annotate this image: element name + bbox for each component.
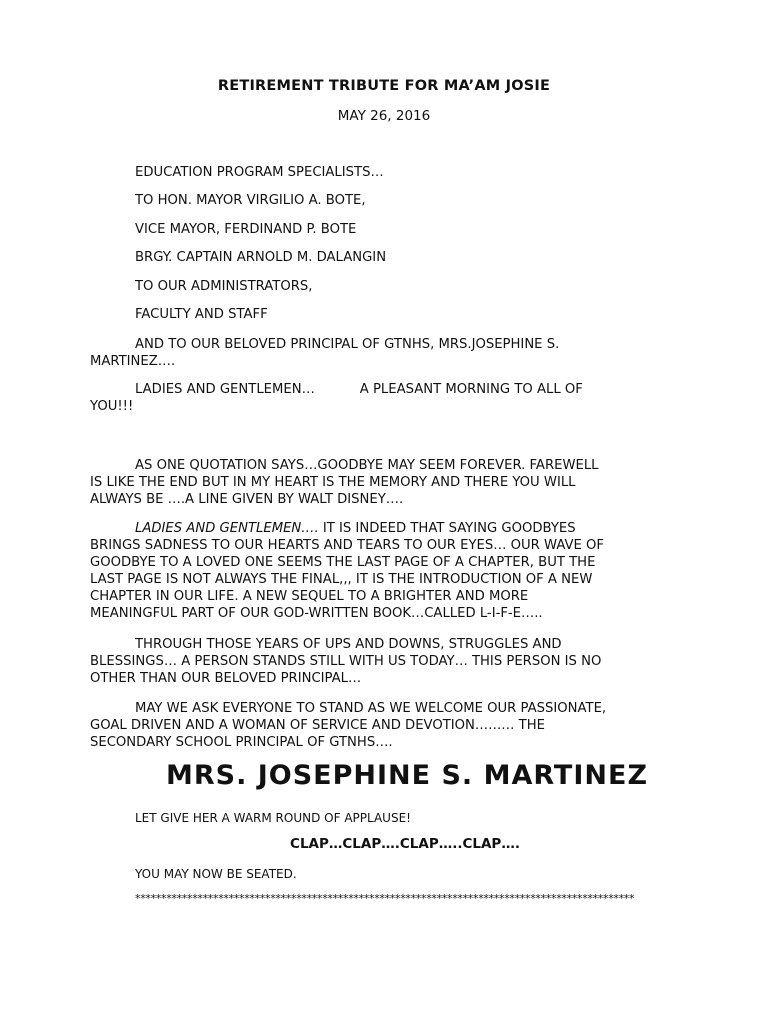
quotation-paragraph	[90, 457, 690, 508]
asterisk-separator: ************************************************************************************************	[135, 892, 635, 905]
paragraph-line: YOU!!!	[90, 399, 134, 414]
greeting-line: TO HON. MAYOR VIRGILIO A. BOTE,	[135, 193, 366, 208]
salutation-paragraph	[90, 381, 690, 415]
paragraph-line: ALWAYS BE ….A LINE GIVEN BY WALT DISNEY….	[90, 492, 404, 507]
honoree-name-heading: MRS. JOSEPHINE S. MARTINEZ	[165, 760, 649, 791]
greeting-text: A PLEASANT MORNING TO ALL OF	[359, 382, 583, 397]
applause-text: CLAP…CLAP….CLAP…..CLAP….	[290, 836, 520, 852]
seated-instruction: YOU MAY NOW BE SEATED.	[135, 867, 297, 881]
greeting-line: FACULTY AND STAFF	[135, 307, 268, 322]
principal-intro-paragraph	[90, 336, 690, 370]
paragraph-line: OTHER THAN OUR BELOVED PRINCIPAL…	[90, 671, 362, 686]
paragraph-line: IS LIKE THE END BUT IN MY HEART IS THE MEMORY AND THERE YOU WILL	[90, 475, 576, 490]
document-date: MAY 26, 2016	[337, 108, 431, 124]
paragraph-line: GOAL DRIVEN AND A WOMAN OF SERVICE AND DEVOTION……… THE	[90, 718, 545, 733]
paragraph-line: THROUGH THOSE YEARS OF UPS AND DOWNS, STRUGGLES AND	[135, 637, 562, 652]
stand-paragraph	[90, 700, 690, 751]
paragraph-line	[90, 520, 690, 537]
paragraph-line: AND TO OUR BELOVED PRINCIPAL OF GTNHS, MRS.JOSEPHINE S.	[135, 337, 560, 352]
paragraph-line: BLESSINGS… A PERSON STANDS STILL WITH US TODAY… THIS PERSON IS NO	[90, 654, 602, 669]
paragraph-line	[90, 381, 690, 398]
paragraph-line: CHAPTER IN OUR LIFE. A NEW SEQUEL TO A BRIGHTER AND MORE	[90, 589, 529, 604]
paragraph-line: GOODBYE TO A LOVED ONE SEEMS THE LAST PAGE OF A CHAPTER, BUT THE	[90, 555, 596, 570]
applause-request: LET GIVE HER A WARM ROUND OF APPLAUSE!	[135, 811, 411, 825]
paragraph-line: BRINGS SADNESS TO OUR HEARTS AND TEARS TO OUR EYES… OUR WAVE OF	[90, 538, 605, 553]
paragraph-line: MEANINGFUL PART OF OUR GOD-WRITTEN BOOK…CALLED L-I-F-E…..	[90, 606, 543, 621]
italic-salutation: LADIES AND GENTLEMEN….	[135, 521, 319, 536]
document-title: RETIREMENT TRIBUTE FOR MA’AM JOSIE	[217, 78, 551, 94]
greeting-line: EDUCATION PROGRAM SPECIALISTS…	[135, 165, 384, 180]
paragraph-line: SECONDARY SCHOOL PRINCIPAL OF GTNHS….	[90, 735, 393, 750]
goodbyes-paragraph	[90, 520, 690, 622]
paragraph-text: IT IS INDEED THAT SAYING GOODBYES	[318, 521, 576, 536]
greeting-line: TO OUR ADMINISTRATORS,	[135, 279, 313, 294]
paragraph-line: LAST PAGE IS NOT ALWAYS THE FINAL,,, IT IS THE INTRODUCTION OF A NEW	[90, 572, 593, 587]
paragraph-line: MARTINEZ….	[90, 354, 176, 369]
paragraph-line: AS ONE QUOTATION SAYS…GOODBYE MAY SEEM FOREVER. FAREWELL	[135, 458, 599, 473]
paragraph-line: MAY WE ASK EVERYONE TO STAND AS WE WELCOME OUR PASSIONATE,	[135, 701, 607, 716]
salutation-text: LADIES AND GENTLEMEN…	[135, 382, 315, 397]
greeting-line: BRGY. CAPTAIN ARNOLD M. DALANGIN	[135, 250, 387, 265]
greeting-line: VICE MAYOR, FERDINAND P. BOTE	[135, 222, 357, 237]
years-paragraph	[90, 636, 690, 687]
